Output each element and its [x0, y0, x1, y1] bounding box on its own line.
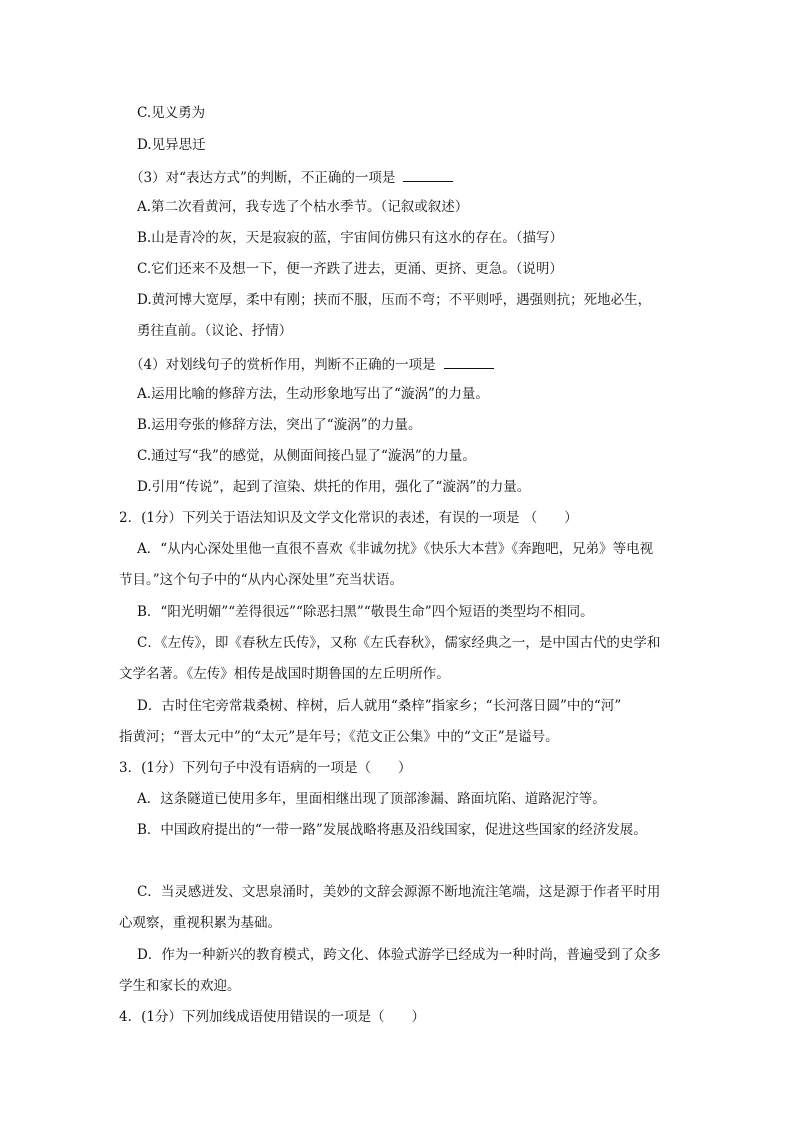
sub3-option-a: A.第二次看黄河，我专选了个枯水季节。（记叙或叙述）	[137, 199, 469, 215]
q3-option-d-line2: 学生和家长的欢迎。	[119, 978, 241, 994]
q2-option-c-line2: 文学名著。《左传》相传是战国时期鲁国的左丘明所作。	[119, 666, 450, 682]
q2-option-c-line1: C．《左传》，即《春秋左氏传》，又称《左氏春秋》，儒家经典之一，是中国古代的史学和	[137, 635, 661, 651]
q2-option-a-line2: 节目。”这个句子中的“从内心深处里”充当状语。	[119, 572, 403, 588]
sub4-option-a: A.运用比喻的修辞方法，生动形象地写出了“漩涡”的力量。	[137, 386, 489, 402]
answer-blank	[444, 354, 494, 369]
q3-option-c-line1: C．当灵感迸发、文思泉涌时，美妙的文辞会源源不断地流注笔端，这是源于作者平时用	[137, 884, 661, 900]
q3-option-a: A．这条隧道已使用多年，里面相继出现了顶部渗漏、路面坑陷、道路泥泞等。	[137, 791, 606, 807]
sub3-option-d-line1: D.黄河博大宽厚，柔中有刚；挟而不服，压而不弯；不平则呼，遇强则抗；死地必生，	[137, 292, 652, 308]
sub-question-4-text: （4）对划线句子的赏析作用，判断不正确的一项是	[130, 357, 436, 373]
option-d: D.见异思迁	[137, 137, 206, 153]
answer-blank	[403, 167, 453, 182]
sub-question-4-stem	[130, 354, 494, 374]
sub4-option-d: D.引用“传说”，起到了渲染、烘托的作用，强化了“漩涡”的力量。	[137, 479, 531, 495]
sub3-option-d-line2: 勇往直前。（议论、抒情）	[137, 323, 293, 339]
sub3-option-b: B.山是青冷的灰，天是寂寂的蓝，宇宙间仿佛只有这水的存在。（描写）	[137, 230, 563, 246]
q2-option-a-line1: A．“从内心深处里他一直很不喜欢《非诚勿扰》《快乐大本营》《奔跑吧，兄弟》等电视	[137, 541, 654, 557]
sub4-option-b: B.运用夸张的修辞方法，突出了“漩涡”的力量。	[137, 417, 422, 433]
q2-option-b: B．“阳光明媚”“差得很远”“除恶扫黑”“敬畏生命”四个短语的类型均不相同。	[137, 604, 594, 620]
sub3-option-c: C.它们还来不及想一下，便一齐跌了进去，更涌、更挤、更急。（说明）	[137, 261, 563, 277]
question-4-stem: 4．(1分）下列加线成语使用错误的一项是（ ）	[119, 1009, 425, 1025]
q2-option-d-line2: 指黄河；“晋太元中”的“太元”是年号；《范文正公集》中的“文正”是谥号。	[119, 729, 559, 745]
q2-option-d-line1: D．古时住宅旁常栽桑树、梓树，后人就用“桑梓”指家乡；“长河落日圆”中的“河”	[137, 698, 622, 714]
sub-question-3-stem	[130, 167, 453, 187]
question-2-stem: 2．(1分）下列关于语法知识及文学文化常识的表述，有误的一项是 （ ）	[119, 510, 578, 526]
q3-option-d-line1: D．作为一种新兴的教育模式，跨文化、体验式游学已经成为一种时尚，普遍受到了众多	[137, 947, 661, 963]
sub4-option-c: C.通过写“我”的感觉，从侧面间接凸显了“漩涡”的力量。	[137, 448, 476, 464]
option-c: C.见义勇为	[137, 105, 206, 121]
q3-option-c-line2: 心观察，重视积累为基础。	[119, 915, 281, 931]
question-3-stem: 3．(1分）下列句子中没有语病的一项是（ ）	[119, 760, 412, 776]
q3-option-b: B．中国政府提出的“一带一路”发展战略将惠及沿线国家，促进这些国家的经济发展。	[137, 822, 647, 838]
sub-question-3-text: （3）对“表达方式”的判断，不正确的一项是	[130, 170, 396, 186]
